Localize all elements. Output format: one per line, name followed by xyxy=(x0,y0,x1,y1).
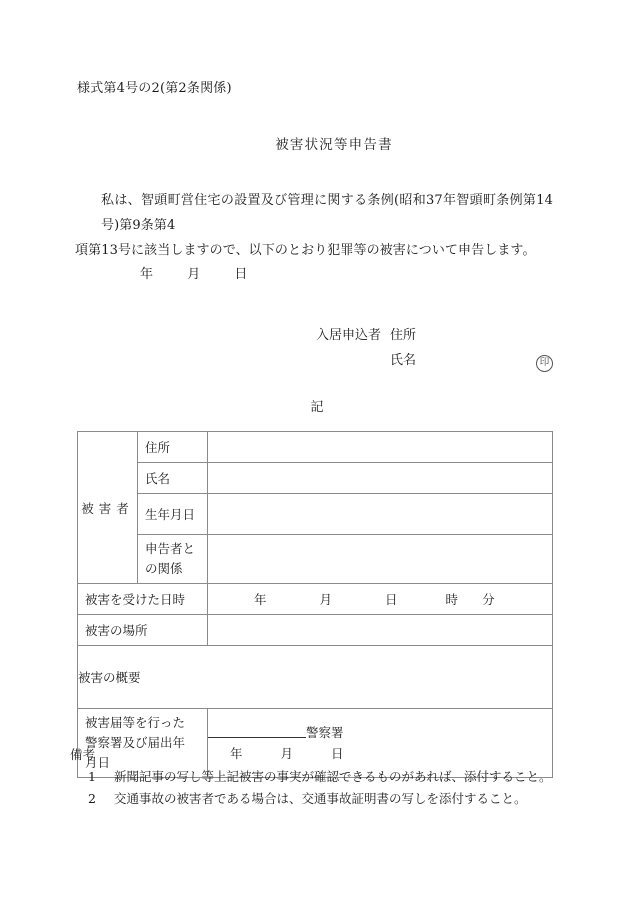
date-line-day: 日 xyxy=(234,267,248,282)
damage-summary-label: 被害の概要 xyxy=(78,670,141,685)
note-number: 2 xyxy=(88,791,96,806)
victim-birthdate-value[interactable] xyxy=(208,494,553,535)
table-row xyxy=(78,463,553,494)
notes-title: 備考 xyxy=(70,747,96,762)
applicant-block xyxy=(316,323,553,373)
victim-birthdate-label xyxy=(138,494,208,535)
date-line-year: 年 xyxy=(140,267,154,282)
applicant-title: 入居申込者 xyxy=(316,328,382,343)
body-paragraph-line-2: 項第13号に該当しますので、以下のとおり犯罪等の被害について申告します。 xyxy=(75,243,536,258)
damage-datetime-label-text: 被害を受けた日時 xyxy=(85,592,186,607)
table-row xyxy=(78,535,553,584)
damage-place-label xyxy=(78,615,208,646)
body-paragraph-line-1: 私は、智頭町営住宅の設置及び管理に関する条例(昭和37年智頭町条例第14号)第9条第4 xyxy=(101,193,553,233)
damage-datetime-day: 日 xyxy=(385,592,398,607)
note-text: 新聞記事の写し等上記被害の事実が確認できるものがあれば、添付すること。 xyxy=(114,769,552,784)
table-row xyxy=(78,646,553,709)
victim-group-label: 被害者 xyxy=(78,432,138,584)
applicant-name-label: 氏名 xyxy=(390,353,417,368)
victim-relationship-label-text xyxy=(138,535,207,583)
police-report-label-line-1: 被害届等を行った xyxy=(85,715,186,730)
police-report-day: 日 xyxy=(331,746,344,761)
victim-relationship-label xyxy=(138,535,208,584)
police-station-suffix: 警察署 xyxy=(306,725,344,740)
police-report-month: 月 xyxy=(280,746,294,761)
damage-summary-cell[interactable] xyxy=(78,646,553,709)
damage-place-value[interactable] xyxy=(208,615,553,646)
applicant-name-row xyxy=(316,348,553,373)
victim-name-label xyxy=(138,463,208,494)
notes-section xyxy=(70,744,570,810)
victim-relationship-label-line-1: 申告者と xyxy=(145,541,196,556)
police-report-year: 年 xyxy=(230,746,243,761)
applicant-address-label: 住所 xyxy=(390,328,417,343)
form-number: 様式第4号の2(第2条関係) xyxy=(77,81,232,96)
victim-address-value[interactable] xyxy=(208,432,553,463)
victim-name-value[interactable] xyxy=(208,463,553,494)
table-row xyxy=(78,584,553,615)
police-station-line xyxy=(208,722,552,743)
damage-datetime-hour: 時 xyxy=(445,592,459,607)
victim-name-label-text: 氏名 xyxy=(145,471,171,486)
page-title: 被害状況等申告書 xyxy=(275,137,393,153)
police-report-label-line-2: 警察署及び届出年 xyxy=(85,735,186,750)
victim-birthdate-label-text: 生年月日 xyxy=(145,507,196,522)
list-item xyxy=(88,788,570,810)
damage-datetime-minute: 分 xyxy=(482,592,495,607)
note-number: 1 xyxy=(88,769,96,784)
victim-relationship-label-line-2-text: の関係 xyxy=(145,561,183,576)
damage-datetime-month: 月 xyxy=(319,592,333,607)
date-line xyxy=(140,263,248,282)
seal-icon: 印 xyxy=(536,355,553,372)
damage-datetime-label xyxy=(78,584,208,615)
list-item xyxy=(88,766,570,788)
victim-address-label-text: 住所 xyxy=(145,440,171,455)
table-row xyxy=(78,432,553,463)
damage-datetime-year: 年 xyxy=(254,592,267,607)
body-paragraph xyxy=(75,188,553,263)
ki-marker: 記 xyxy=(310,400,324,415)
date-line-month: 月 xyxy=(187,267,201,282)
note-text: 交通事故の被害者である場合は、交通事故証明書の写しを添付すること。 xyxy=(114,791,527,806)
table-row xyxy=(78,494,553,535)
table-row xyxy=(78,615,553,646)
victim-address-label xyxy=(138,432,208,463)
applicant-address-row xyxy=(316,323,553,348)
damage-datetime-value[interactable] xyxy=(208,584,553,615)
damage-place-label-text: 被害の場所 xyxy=(85,623,148,638)
police-station-blank[interactable] xyxy=(208,724,306,738)
damage-datetime-fields xyxy=(208,590,552,608)
damage-report-table xyxy=(77,431,553,778)
police-report-label-line-3: 月日 xyxy=(85,755,111,770)
victim-relationship-value[interactable] xyxy=(208,535,553,584)
victim-relationship-label-line-2 xyxy=(145,559,200,579)
